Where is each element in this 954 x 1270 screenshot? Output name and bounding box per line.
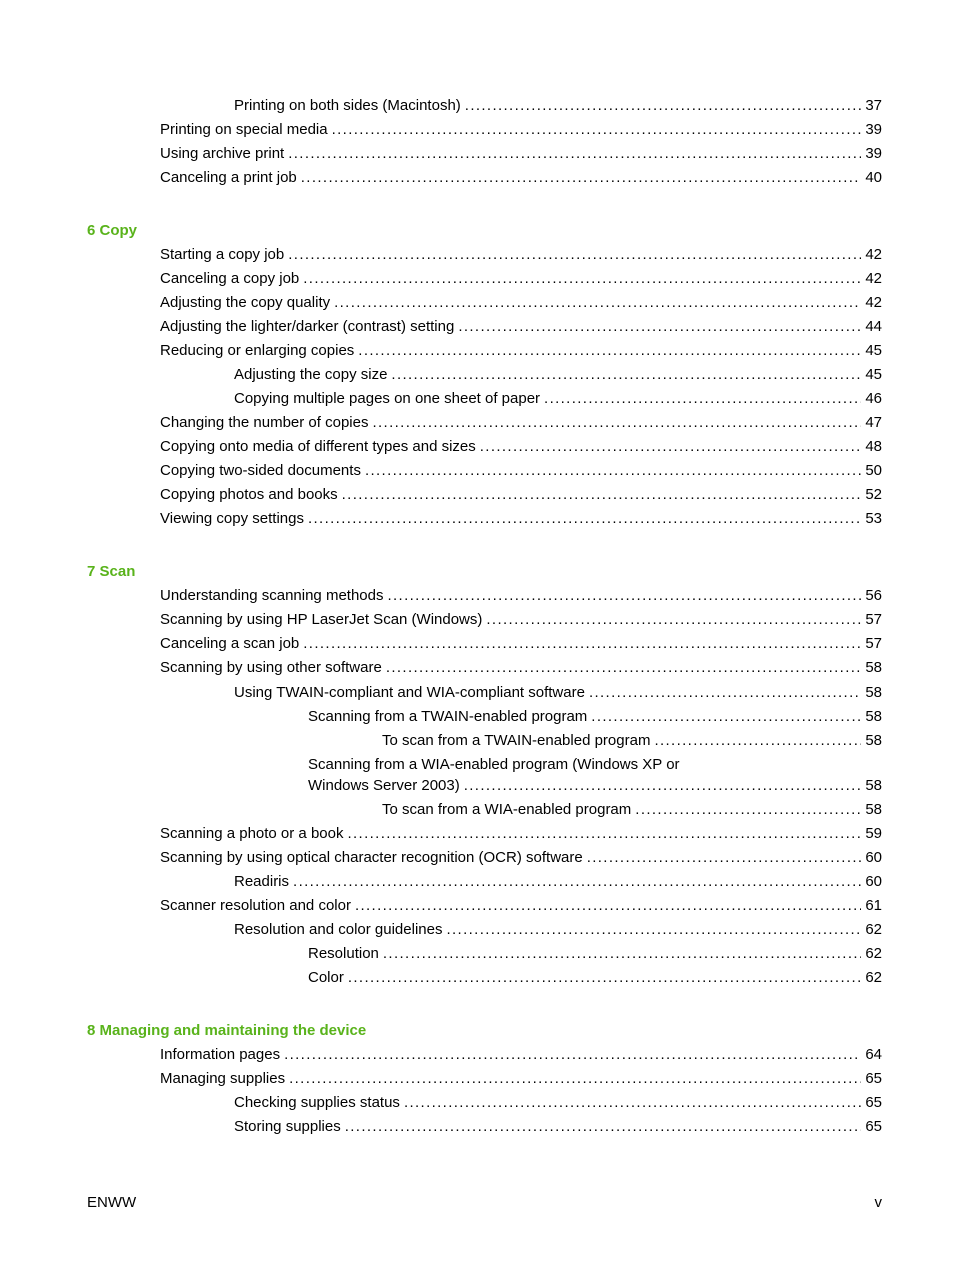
toc-entry-page: 64: [865, 1046, 882, 1063]
dot-leader: [446, 921, 861, 939]
toc-entry-page: 58: [865, 777, 882, 794]
toc-entry-page: 50: [865, 462, 882, 479]
toc-entry[interactable]: [160, 145, 882, 163]
dot-leader: [654, 732, 861, 750]
toc-entry-title: Resolution: [308, 945, 379, 962]
toc-entry[interactable]: [160, 169, 882, 187]
toc-entry[interactable]: [160, 342, 882, 360]
dot-leader: [386, 659, 862, 677]
dot-leader: [464, 777, 862, 795]
dot-leader: [347, 825, 861, 843]
dot-leader: [591, 708, 861, 726]
toc-entry-page: 61: [865, 897, 882, 914]
toc-entry-title: Printing on special media: [160, 121, 328, 138]
dot-leader: [345, 1118, 862, 1136]
toc-entry-page: 44: [865, 318, 882, 335]
toc-entry-title: Copying two-sided documents: [160, 462, 361, 479]
dot-leader: [358, 342, 861, 360]
toc-entry[interactable]: [160, 825, 882, 843]
toc-entry-page: 58: [865, 684, 882, 701]
toc-entry-page: 60: [865, 873, 882, 890]
toc-entry-title: Copying onto media of different types and sizes: [160, 438, 476, 455]
toc-entry-title: Scanner resolution and color: [160, 897, 351, 914]
toc-entry[interactable]: [160, 438, 882, 456]
toc-entry-title: Storing supplies: [234, 1118, 341, 1135]
toc-entry[interactable]: [160, 318, 882, 336]
toc-entry[interactable]: [160, 659, 882, 677]
toc-entry-page: 42: [865, 294, 882, 311]
toc-entry-page: 59: [865, 825, 882, 842]
toc-entry-page: 42: [865, 246, 882, 263]
dot-leader: [288, 145, 861, 163]
toc-entry-page: 47: [865, 414, 882, 431]
toc-entry[interactable]: [234, 366, 882, 384]
toc-entry-title: To scan from a TWAIN-enabled program: [382, 732, 651, 749]
toc-entry[interactable]: [160, 270, 882, 288]
dot-leader: [387, 587, 861, 605]
toc-entry[interactable]: [234, 1118, 882, 1136]
toc-entry-page: 58: [865, 659, 882, 676]
toc-entry-page: 57: [865, 635, 882, 652]
dot-leader: [289, 1070, 861, 1088]
toc-entry-title: Checking supplies status: [234, 1094, 400, 1111]
dot-leader: [480, 438, 862, 456]
dot-leader: [635, 801, 861, 819]
toc-entry-title: Printing on both sides (Macintosh): [234, 97, 461, 114]
dot-leader: [355, 897, 861, 915]
toc-entry[interactable]: [382, 801, 882, 819]
toc-entry[interactable]: [160, 294, 882, 312]
toc-entry[interactable]: [160, 246, 882, 264]
toc-entry[interactable]: [308, 777, 882, 795]
toc-entry-title: Adjusting the copy quality: [160, 294, 331, 311]
toc-entry-page: 58: [865, 732, 882, 749]
toc-entry[interactable]: [160, 510, 882, 528]
dot-leader: [288, 246, 861, 264]
toc-entry[interactable]: [308, 708, 882, 726]
toc-entry-page: 45: [865, 342, 882, 359]
dot-leader: [465, 97, 862, 115]
dot-leader: [404, 1094, 861, 1112]
toc-entry[interactable]: [160, 587, 882, 605]
chapter-heading-managing-device[interactable]: 8 Managing and maintaining the device: [87, 1022, 367, 1039]
dot-leader: [383, 945, 861, 963]
toc-entry-page: 62: [865, 945, 882, 962]
toc-entry-page: 46: [865, 390, 882, 407]
toc-entry-page: 62: [865, 921, 882, 938]
dot-leader: [303, 270, 861, 288]
dot-leader: [284, 1046, 861, 1064]
toc-entry[interactable]: [234, 873, 882, 891]
toc-entry-title: Windows Server 2003): [308, 777, 460, 794]
toc-entry-page: 39: [865, 121, 882, 138]
toc-entry-page: 53: [865, 510, 882, 527]
page-number: v: [874, 1194, 882, 1211]
toc-entry-page: 65: [865, 1094, 882, 1111]
dot-leader: [587, 849, 862, 867]
toc-entry-page: 45: [865, 366, 882, 383]
dot-leader: [589, 684, 861, 702]
toc-entry[interactable]: [160, 486, 882, 504]
dot-leader: [365, 462, 861, 480]
dot-leader: [544, 390, 861, 408]
toc-entry-page: 52: [865, 486, 882, 503]
dot-leader: [342, 486, 862, 504]
toc-entry[interactable]: [160, 121, 882, 139]
toc-entry[interactable]: [160, 414, 882, 432]
chapter-heading-copy[interactable]: 6 Copy: [87, 222, 138, 239]
toc-entry-title: Color: [308, 969, 344, 986]
toc-entry[interactable]: [234, 390, 882, 408]
dot-leader: [348, 969, 861, 987]
toc-entry-title: Scanning by using HP LaserJet Scan (Windows): [160, 611, 483, 628]
toc-entry-title: Managing supplies: [160, 1070, 286, 1087]
toc-entry-title: Information pages: [160, 1046, 281, 1063]
toc-entry-page: 48: [865, 438, 882, 455]
toc-entry-page: 62: [865, 969, 882, 986]
toc-entry[interactable]: [308, 969, 882, 987]
toc-entry-title: To scan from a WIA-enabled program: [382, 801, 632, 818]
toc-entry-page: 58: [865, 801, 882, 818]
toc-entry-title: Readiris: [234, 873, 290, 890]
toc-entry[interactable]: [160, 462, 882, 480]
toc-entry-title: Adjusting the lighter/darker (contrast) setting: [160, 318, 455, 335]
toc-entry-title: Changing the number of copies: [160, 414, 369, 431]
toc-entry-title: Canceling a scan job: [160, 635, 300, 652]
dot-leader: [301, 169, 862, 187]
toc-entry-page: 56: [865, 587, 882, 604]
toc-entry-title: Resolution and color guidelines: [234, 921, 443, 938]
dot-leader: [458, 318, 861, 336]
toc-entry-title: Copying multiple pages on one sheet of paper: [234, 390, 541, 407]
toc-entry[interactable]: [160, 611, 882, 629]
toc-entry[interactable]: [234, 921, 882, 939]
toc-entry-title: Canceling a print job: [160, 169, 297, 186]
toc-entry-title: Canceling a copy job: [160, 270, 300, 287]
dot-leader: [332, 121, 862, 139]
toc-entry-title: Scanning from a TWAIN-enabled program: [308, 708, 588, 725]
toc-entry-page: 60: [865, 849, 882, 866]
toc-entry-page: 58: [865, 708, 882, 725]
toc-entry-title: Adjusting the copy size: [234, 366, 388, 383]
toc-entry-title: Scanning by using other software: [160, 659, 382, 676]
toc-entry-title-line1[interactable]: Scanning from a WIA-enabled program (Windows XP or: [308, 756, 680, 773]
toc-entry-title: Copying photos and books: [160, 486, 338, 503]
toc-entry-page: 37: [865, 97, 882, 114]
dot-leader: [308, 510, 861, 528]
dot-leader: [486, 611, 861, 629]
toc-entry[interactable]: [160, 1070, 882, 1088]
toc-entry-title: Using archive print: [160, 145, 285, 162]
toc-entry-page: 57: [865, 611, 882, 628]
toc-entry-title: Scanning by using optical character recognition (OCR) software: [160, 849, 583, 866]
dot-leader: [303, 635, 861, 653]
chapter-heading-scan[interactable]: 7 Scan: [87, 563, 136, 580]
toc-entry[interactable]: [160, 635, 882, 653]
dot-leader: [293, 873, 861, 891]
toc-entry-title: Understanding scanning methods: [160, 587, 384, 604]
dot-leader: [372, 414, 861, 432]
toc-entry[interactable]: [160, 849, 882, 867]
toc-entry-title: Viewing copy settings: [160, 510, 304, 527]
toc-entry[interactable]: [234, 1094, 882, 1112]
toc-entry-title: Scanning a photo or a book: [160, 825, 344, 842]
toc-entry[interactable]: [234, 684, 882, 702]
toc-entry-page: 65: [865, 1070, 882, 1087]
toc-entry[interactable]: [160, 1046, 882, 1064]
toc-entry-page: 42: [865, 270, 882, 287]
toc-entry[interactable]: [382, 732, 882, 750]
toc-entry-title: Using TWAIN-compliant and WIA-compliant software: [234, 684, 585, 701]
toc-entry-title: Reducing or enlarging copies: [160, 342, 355, 359]
toc-entry-page: 39: [865, 145, 882, 162]
toc-entry[interactable]: [308, 945, 882, 963]
dot-leader: [334, 294, 861, 312]
toc-entry-page: 40: [865, 169, 882, 186]
toc-entry[interactable]: [160, 897, 882, 915]
toc-entry-page: 65: [865, 1118, 882, 1135]
dot-leader: [391, 366, 861, 384]
toc-entry-title: Starting a copy job: [160, 246, 285, 263]
footer-label: ENWW: [87, 1194, 137, 1211]
toc-entry[interactable]: [234, 97, 882, 115]
